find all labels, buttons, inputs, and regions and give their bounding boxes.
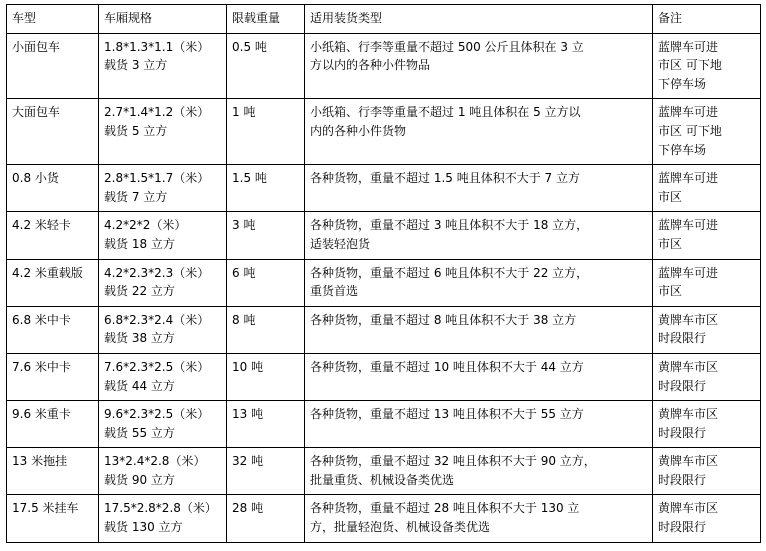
cell-remark — [653, 401, 761, 448]
cell-cargo-type-line: 适装轻泡货 — [310, 236, 371, 251]
cell-remark-line: 黄牌车市区 — [658, 407, 719, 422]
cell-remark-line: 黄牌车市区 — [658, 359, 719, 374]
cell-compartment-spec — [99, 259, 227, 306]
cell-remark-line: 时段限行 — [658, 520, 707, 535]
cell-load-weight-line: 28 吨 — [232, 501, 264, 516]
table-row — [7, 306, 761, 353]
cell-cargo-type — [305, 495, 653, 542]
cell-load-weight — [227, 212, 305, 259]
cell-compartment-spec-line: 4.2*2*2（米） — [104, 218, 187, 233]
cell-load-weight-line: 13 吨 — [232, 407, 264, 422]
cell-compartment-spec-line: 载货 130 立方 — [104, 520, 183, 535]
cell-load-weight — [227, 306, 305, 353]
cell-load-weight — [227, 99, 305, 165]
cell-remark-line: 蓝牌车可进 — [658, 218, 719, 233]
cell-remark — [653, 165, 761, 212]
cell-compartment-spec — [99, 99, 227, 165]
cell-cargo-type-line: 各种货物，重量不超过 8 吨且体积不大于 38 立方 — [310, 312, 577, 327]
cell-remark — [653, 259, 761, 306]
table-row — [7, 33, 761, 99]
cell-cargo-type — [305, 165, 653, 212]
cell-compartment-spec-line: 2.7*1.4*1.2（米） — [104, 105, 210, 120]
cell-load-weight-line: 6 吨 — [232, 265, 256, 280]
table-row — [7, 165, 761, 212]
cell-remark-line: 下停车场 — [658, 142, 707, 157]
column-header-compartment-spec: 车厢规格 — [99, 5, 227, 34]
cell-load-weight-line: 0.5 吨 — [232, 39, 267, 54]
cell-compartment-spec-line: 载货 55 立方 — [104, 425, 175, 440]
cell-vehicle-type: 大面包车 — [7, 99, 99, 165]
cell-cargo-type-line: 各种货物，重量不超过 28 吨且体积不大于 130 立 — [310, 501, 580, 516]
cell-remark-line: 蓝牌车可进 — [658, 265, 719, 280]
table-row — [7, 353, 761, 400]
table-header-row — [7, 5, 761, 34]
column-header-cargo-type: 适用装货类型 — [305, 5, 653, 34]
cell-compartment-spec-line: 2.8*1.5*1.7（米） — [104, 171, 210, 186]
cell-cargo-type-line: 各种货物，重量不超过 32 吨且体积不大于 90 立方， — [310, 454, 596, 469]
cell-remark — [653, 448, 761, 495]
cell-cargo-type — [305, 259, 653, 306]
cell-remark-line: 市区 — [658, 236, 683, 251]
cell-cargo-type — [305, 306, 653, 353]
cell-load-weight-line: 1 吨 — [232, 105, 256, 120]
cell-cargo-type-line: 各种货物，重量不超过 13 吨且体积不大于 55 立方 — [310, 407, 584, 422]
cell-cargo-type — [305, 353, 653, 400]
table-row — [7, 448, 761, 495]
cell-compartment-spec-line: 载货 22 立方 — [104, 284, 175, 299]
table-row — [7, 259, 761, 306]
cell-load-weight-line: 1.5 吨 — [232, 171, 267, 186]
cell-compartment-spec-line: 17.5*2.8*2.8（米） — [104, 501, 217, 516]
cell-remark-line: 黄牌车市区 — [658, 501, 719, 516]
table-header — [7, 5, 761, 34]
cell-cargo-type-line: 批量重货、机械设备类优选 — [310, 472, 455, 487]
cell-remark — [653, 495, 761, 542]
cell-cargo-type-line: 方，批量轻泡货、机械设备类优选 — [310, 520, 491, 535]
cell-vehicle-type: 6.8 米中卡 — [7, 306, 99, 353]
cell-compartment-spec — [99, 353, 227, 400]
cell-cargo-type — [305, 401, 653, 448]
cell-compartment-spec — [99, 306, 227, 353]
cell-remark-line: 市区 — [658, 284, 683, 299]
cell-compartment-spec-line: 13*2.4*2.8（米） — [104, 454, 206, 469]
cell-remark-line: 蓝牌车可进 — [658, 105, 719, 120]
cell-cargo-type — [305, 33, 653, 99]
cell-cargo-type-line: 方以内的各种小件物品 — [310, 58, 431, 73]
cell-load-weight — [227, 353, 305, 400]
cell-cargo-type-line: 各种货物，重量不超过 10 吨且体积不大于 44 立方 — [310, 359, 584, 374]
cell-cargo-type — [305, 99, 653, 165]
column-header-remark: 备注 — [653, 5, 761, 34]
cell-load-weight — [227, 33, 305, 99]
cell-compartment-spec-line: 载货 18 立方 — [104, 236, 175, 251]
cell-cargo-type-line: 内的各种小件货物 — [310, 123, 407, 138]
cell-compartment-spec-line: 1.8*1.3*1.1（米） — [104, 39, 210, 54]
cell-compartment-spec — [99, 401, 227, 448]
column-header-vehicle-type: 车型 — [7, 5, 99, 34]
cell-vehicle-type: 13 米拖挂 — [7, 448, 99, 495]
cell-compartment-spec-line: 载货 7 立方 — [104, 189, 168, 204]
cell-compartment-spec-line: 6.8*2.3*2.4（米） — [104, 312, 210, 327]
cell-remark — [653, 353, 761, 400]
cell-cargo-type — [305, 212, 653, 259]
cell-remark — [653, 212, 761, 259]
cell-compartment-spec-line: 载货 5 立方 — [104, 123, 168, 138]
cell-load-weight-line: 8 吨 — [232, 312, 256, 327]
cell-remark-line: 黄牌车市区 — [658, 454, 719, 469]
cell-compartment-spec-line: 9.6*2.3*2.5（米） — [104, 407, 210, 422]
cell-remark — [653, 306, 761, 353]
cell-remark-line: 时段限行 — [658, 472, 707, 487]
cell-load-weight — [227, 448, 305, 495]
cell-load-weight-line: 10 吨 — [232, 359, 264, 374]
cell-remark-line: 时段限行 — [658, 331, 707, 346]
cell-remark-line: 时段限行 — [658, 378, 707, 393]
cell-vehicle-type: 4.2 米重载版 — [7, 259, 99, 306]
cell-remark-line: 蓝牌车可进 — [658, 171, 719, 186]
cell-load-weight-line: 3 吨 — [232, 218, 256, 233]
cell-remark-line: 黄牌车市区 — [658, 312, 719, 327]
cell-remark — [653, 33, 761, 99]
cell-cargo-type-line: 各种货物，重量不超过 3 吨且体积不大于 18 立方， — [310, 218, 589, 233]
table-row — [7, 99, 761, 165]
cell-compartment-spec-line: 载货 38 立方 — [104, 331, 175, 346]
cell-remark-line: 市区 可下地 — [658, 123, 722, 138]
table-row — [7, 495, 761, 542]
cell-load-weight — [227, 165, 305, 212]
cell-remark-line: 下停车场 — [658, 76, 707, 91]
cell-compartment-spec-line: 载货 90 立方 — [104, 472, 175, 487]
table-row — [7, 401, 761, 448]
cell-vehicle-type: 0.8 小货 — [7, 165, 99, 212]
cell-vehicle-type: 7.6 米中卡 — [7, 353, 99, 400]
cell-load-weight — [227, 259, 305, 306]
cell-compartment-spec-line: 载货 44 立方 — [104, 378, 175, 393]
cell-compartment-spec — [99, 33, 227, 99]
cell-remark-line: 市区 可下地 — [658, 58, 722, 73]
cell-cargo-type — [305, 448, 653, 495]
cell-compartment-spec-line: 载货 3 立方 — [104, 58, 168, 73]
cell-compartment-spec — [99, 495, 227, 542]
cell-remark — [653, 99, 761, 165]
cell-load-weight — [227, 495, 305, 542]
cell-vehicle-type: 小面包车 — [7, 33, 99, 99]
table-row — [7, 212, 761, 259]
cell-compartment-spec-line: 4.2*2.3*2.3（米） — [104, 265, 210, 280]
cell-vehicle-type: 17.5 米挂车 — [7, 495, 99, 542]
cell-vehicle-type: 9.6 米重卡 — [7, 401, 99, 448]
cell-cargo-type-line: 各种货物，重量不超过 1.5 吨且体积不大于 7 立方 — [310, 171, 580, 186]
cell-cargo-type-line: 小纸箱、行李等重量不超过 500 公斤且体积在 3 立 — [310, 39, 584, 54]
cell-remark-line: 时段限行 — [658, 425, 707, 440]
cell-load-weight — [227, 401, 305, 448]
cell-cargo-type-line: 各种货物，重量不超过 6 吨且体积不大于 22 立方， — [310, 265, 589, 280]
cell-compartment-spec-line: 7.6*2.3*2.5（米） — [104, 359, 210, 374]
cell-remark-line: 蓝牌车可进 — [658, 39, 719, 54]
cell-load-weight-line: 32 吨 — [232, 454, 264, 469]
column-header-load-weight: 限载重量 — [227, 5, 305, 34]
table-body — [7, 33, 761, 542]
cell-cargo-type-line: 重货首选 — [310, 284, 359, 299]
cell-vehicle-type: 4.2 米轻卡 — [7, 212, 99, 259]
cell-compartment-spec — [99, 165, 227, 212]
cell-compartment-spec — [99, 212, 227, 259]
cell-compartment-spec — [99, 448, 227, 495]
cell-cargo-type-line: 小纸箱、行李等重量不超过 1 吨且体积在 5 立方以 — [310, 105, 581, 120]
vehicle-spec-table — [6, 4, 761, 543]
cell-remark-line: 市区 — [658, 189, 683, 204]
